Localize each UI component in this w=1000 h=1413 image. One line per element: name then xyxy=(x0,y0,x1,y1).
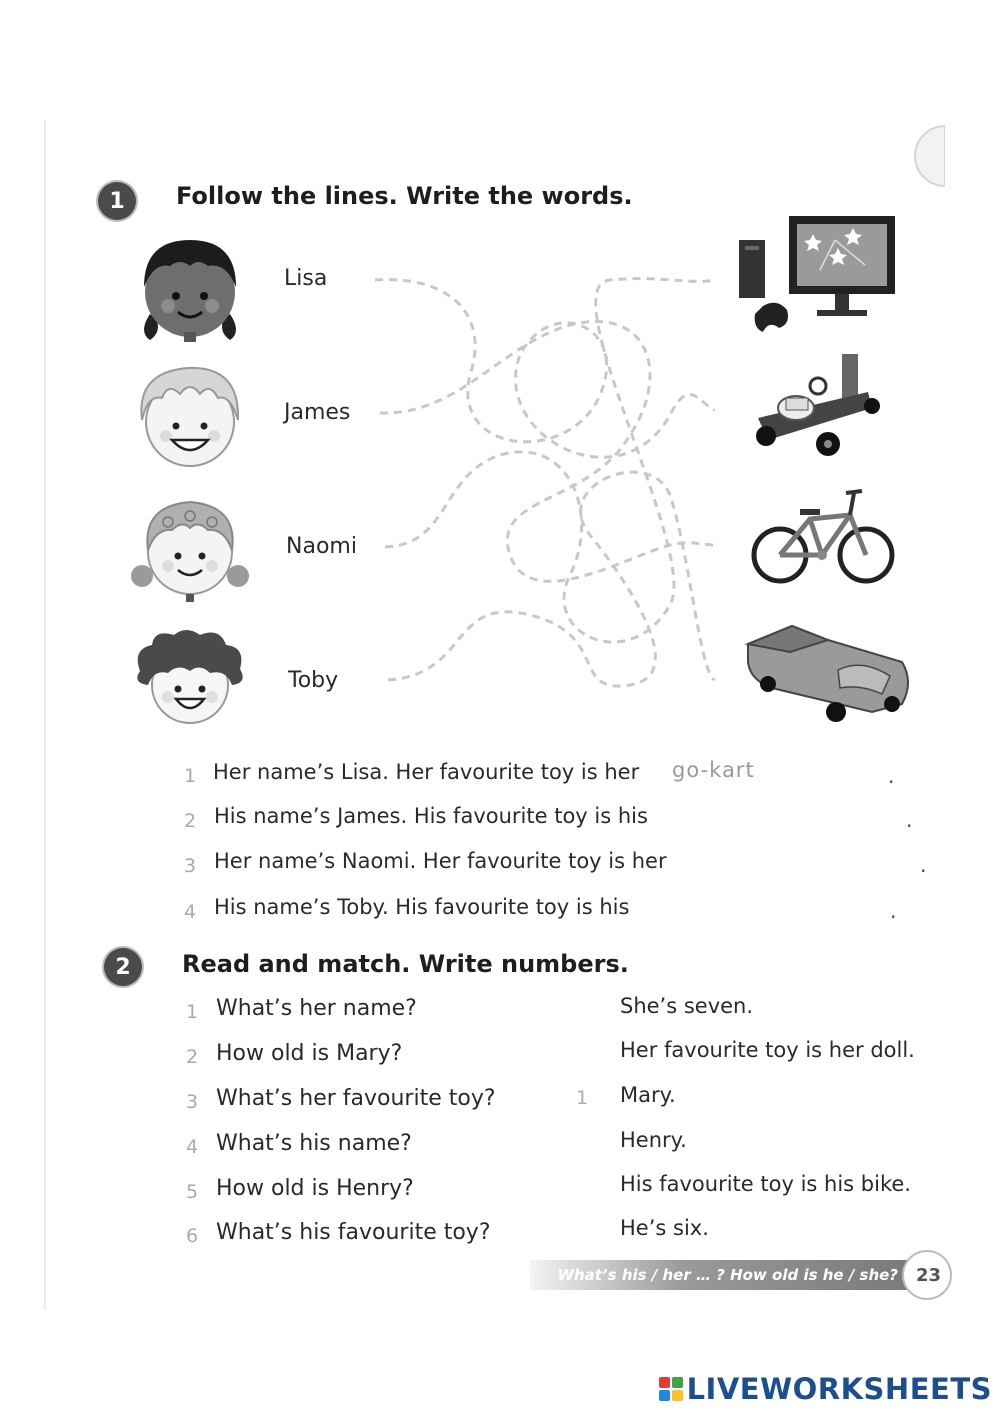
question-3-number: 3 xyxy=(186,1091,199,1113)
sentence-4-end: . xyxy=(890,899,897,923)
answer-3-text: Mary. xyxy=(620,1083,676,1107)
answer-1-text: She’s seven. xyxy=(620,994,754,1018)
exercise-2-title: Read and match. Write numbers. xyxy=(182,950,629,978)
page-number: 23 xyxy=(902,1250,952,1300)
sentence-4-number: 4 xyxy=(184,901,197,923)
answer-2-text: Her favourite toy is her doll. xyxy=(620,1038,915,1062)
liveworksheets-logo-icon xyxy=(659,1377,683,1401)
answer-1-match-field[interactable] xyxy=(576,997,596,1021)
games-console-icon xyxy=(735,210,900,340)
exercise-1-title: Follow the lines. Write the words. xyxy=(176,182,633,210)
go-kart-icon xyxy=(748,348,883,463)
toby-face-icon xyxy=(130,625,250,725)
sentence-1-number: 1 xyxy=(184,765,197,787)
logo-square-green xyxy=(672,1377,683,1388)
child-name-toby: Toby xyxy=(288,668,339,693)
question-3-text: What’s her favourite toy? xyxy=(216,1086,496,1111)
question-4-number: 4 xyxy=(186,1136,199,1158)
liveworksheets-wordmark: LIVEWORKSHEETS xyxy=(686,1372,992,1406)
answer-4-text: Henry. xyxy=(620,1128,687,1152)
question-5-number: 5 xyxy=(186,1181,199,1203)
child-name-naomi: Naomi xyxy=(286,534,357,559)
child-name-lisa: Lisa xyxy=(284,266,328,291)
answer-4-match-field[interactable] xyxy=(576,1132,596,1156)
answer-6-text: He’s six. xyxy=(620,1216,709,1240)
james-face-icon xyxy=(130,360,250,472)
sentence-4-answer-field[interactable] xyxy=(670,895,870,921)
sentence-4-text: His name’s Toby. His favourite toy is his xyxy=(214,895,630,919)
sentence-1-end: . xyxy=(888,764,895,788)
liveworksheets-brand xyxy=(659,1372,992,1406)
page-corner-tab xyxy=(905,118,945,188)
bike-icon xyxy=(750,485,898,590)
logo-square-blue xyxy=(659,1390,670,1401)
sentence-3-answer-field[interactable] xyxy=(700,849,900,875)
tangled-lines-maze xyxy=(370,255,740,725)
answer-3-match-field[interactable]: 1 xyxy=(576,1087,589,1109)
logo-square-yellow xyxy=(672,1390,683,1401)
logo-square-red xyxy=(659,1377,670,1388)
lisa-face-icon xyxy=(130,232,250,344)
sentence-3-text: Her name’s Naomi. Her favourite toy is her xyxy=(214,849,667,873)
question-2-text: How old is Mary? xyxy=(216,1041,403,1066)
naomi-face-icon xyxy=(128,492,252,604)
exercise-2-number: 2 xyxy=(104,948,142,986)
question-6-number: 6 xyxy=(186,1225,199,1247)
sentence-2-answer-field[interactable] xyxy=(690,804,890,830)
question-2-number: 2 xyxy=(186,1046,199,1068)
sentence-2-text: His name’s James. His favourite toy is his xyxy=(214,804,648,828)
sentence-1-text: Her name’s Lisa. Her favourite toy is her xyxy=(213,760,640,784)
question-5-text: How old is Henry? xyxy=(216,1176,414,1201)
question-1-number: 1 xyxy=(186,1001,199,1023)
answer-5-text: His favourite toy is his bike. xyxy=(620,1172,911,1196)
child-name-james: James xyxy=(284,400,351,425)
question-4-text: What’s his name? xyxy=(216,1131,412,1156)
sentence-3-number: 3 xyxy=(184,855,197,877)
answer-6-match-field[interactable] xyxy=(576,1220,596,1244)
sentence-2-number: 2 xyxy=(184,810,197,832)
question-6-text: What’s his favourite toy? xyxy=(216,1220,491,1245)
answer-5-match-field[interactable] xyxy=(576,1176,596,1200)
sentence-2-end: . xyxy=(906,808,913,832)
sentence-1-answer-field[interactable]: go-kart xyxy=(672,758,755,782)
unit-footer-band xyxy=(530,1260,910,1290)
sentence-3-end: . xyxy=(920,853,927,877)
unit-footer-text: What’s his / her … ? How old is he / she? xyxy=(557,1266,898,1284)
car-icon xyxy=(742,622,917,724)
page-edge xyxy=(44,120,46,1310)
answer-2-match-field[interactable] xyxy=(576,1042,596,1066)
question-1-text: What’s her name? xyxy=(216,996,417,1021)
exercise-1-number: 1 xyxy=(98,182,136,220)
